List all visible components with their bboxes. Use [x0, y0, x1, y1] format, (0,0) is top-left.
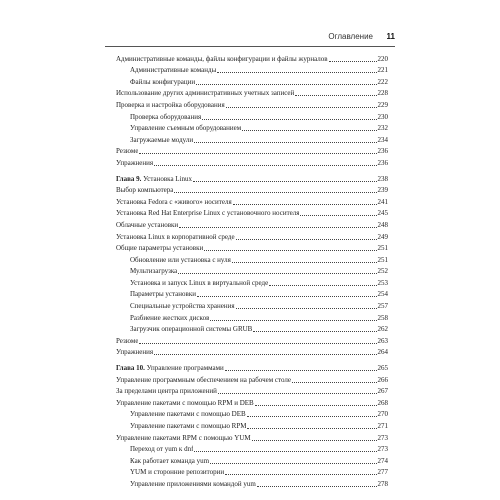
toc-entry-title: Файлы конфигурации: [130, 77, 196, 86]
dot-leader: [253, 331, 376, 332]
toc-entry: [116, 323, 388, 335]
dot-leader: [204, 250, 376, 251]
toc-entry-title: Управление приложениями командой yum: [130, 479, 256, 488]
dot-leader: [139, 343, 376, 344]
toc-entry-title: Резюме: [116, 147, 139, 156]
toc-page-number: 264: [377, 348, 388, 357]
toc-entry-title: Установка и запуск Linux в виртуальной среде: [130, 278, 269, 287]
dot-leader: [139, 153, 376, 154]
toc-entry-title: Проверка оборудования: [130, 112, 202, 121]
toc-entry-title: Облачные установки: [116, 220, 179, 229]
header-rule: [105, 46, 395, 47]
toc-page-number: 274: [377, 456, 388, 465]
dot-leader: [257, 486, 377, 487]
toc-page-number: 249: [377, 232, 388, 241]
dot-leader: [255, 405, 377, 406]
toc-entry: [116, 299, 388, 311]
toc-page-number: 268: [377, 398, 388, 407]
toc-entry-title: Как работает команда yum: [130, 456, 210, 465]
toc-page-number: 221: [377, 66, 388, 75]
toc-entry: [116, 477, 388, 489]
toc-page-number: 271: [377, 422, 388, 430]
toc-entry-title: Резюме: [116, 336, 139, 345]
dot-leader: [329, 61, 377, 62]
dot-leader: [300, 215, 376, 216]
toc-entry: [116, 419, 388, 431]
toc-entry: [116, 230, 388, 242]
toc-entry-title: Упражнения: [116, 158, 154, 167]
dot-leader: [247, 416, 377, 417]
dot-leader: [242, 130, 376, 131]
dot-leader: [210, 463, 376, 464]
toc-entry: [116, 396, 388, 408]
toc-entry-title: Переход от yum к dnf: [130, 445, 194, 454]
toc-page-number: 262: [377, 325, 388, 334]
table-of-contents: [116, 52, 388, 489]
dot-leader: [269, 285, 376, 286]
chapter-number: Глава 10.: [116, 364, 145, 373]
dot-leader: [225, 474, 376, 475]
toc-page-number: 270: [377, 410, 388, 419]
toc-entry: [116, 145, 388, 157]
toc-entry-title: [116, 363, 224, 373]
toc-page-number: 238: [377, 174, 388, 183]
toc-entry-title: Управление пакетами с помощью RPM и DEB: [116, 398, 254, 407]
dot-leader: [174, 192, 376, 193]
toc-entry-title: YUM и сторонние репозитории: [130, 468, 225, 477]
toc-page-number: 229: [377, 100, 388, 109]
toc-entry: [116, 64, 388, 76]
toc-entry: [116, 218, 388, 230]
dot-leader: [217, 72, 376, 73]
toc-entry-title: Общие параметры установки: [116, 244, 204, 253]
toc-page-number: 253: [377, 278, 388, 287]
dot-leader: [295, 95, 376, 96]
dot-leader: [292, 382, 377, 383]
toc-entry-title: Разбиение жестких дисков: [130, 313, 210, 322]
toc-entry-title: Управление пакетами с помощью RPM: [130, 422, 247, 430]
dot-leader: [196, 84, 376, 85]
toc-page-number: 234: [377, 135, 388, 144]
toc-entry-title: Использование других административных учетных записей: [116, 89, 295, 98]
toc-entry: [116, 408, 388, 420]
toc-entry-title: Выбор компьютера: [116, 186, 174, 195]
toc-entry: [116, 184, 388, 196]
toc-page-number: 263: [377, 336, 388, 345]
toc-entry: [116, 385, 388, 397]
toc-entry-title: Загружаемые модули: [130, 135, 194, 144]
header-section-title: Оглавление: [328, 32, 373, 41]
toc-entry-title: За пределами центра приложений: [116, 387, 217, 396]
dot-leader: [179, 227, 376, 228]
chapter-title: Установка Linux: [141, 174, 193, 183]
toc-page-number: 254: [377, 290, 388, 299]
dot-leader: [154, 165, 376, 166]
toc-entry: [116, 122, 388, 134]
toc-entry: [116, 466, 388, 478]
toc-entry-title: Управление съемным оборудованием: [130, 124, 242, 133]
toc-entry-title: Мультизагрузка: [130, 267, 178, 276]
toc-entry: [116, 98, 388, 110]
toc-page-number: 228: [377, 89, 388, 98]
toc-entry-title: Административные команды, файлы конфигурации и файлы журналов: [116, 54, 328, 63]
toc-page-number: 251: [377, 255, 388, 264]
dot-leader: [252, 440, 377, 441]
toc-entry: [116, 253, 388, 265]
toc-entry: [116, 346, 388, 358]
toc-entry: [116, 110, 388, 122]
toc-entry-title: Проверка и настройка оборудования: [116, 100, 225, 109]
toc-page-number: 241: [377, 197, 388, 206]
toc-entry-title: Специальные устройства хранения: [130, 302, 235, 311]
dot-leader: [210, 320, 376, 321]
toc-page-number: 267: [377, 387, 388, 396]
toc-page-number: 273: [377, 445, 388, 454]
toc-entry-title: Упражнения: [116, 348, 154, 357]
toc-entry: [116, 242, 388, 254]
running-header: [105, 32, 395, 44]
toc-entry: [116, 87, 388, 99]
toc-page-number: 236: [377, 158, 388, 167]
toc-entry: [116, 373, 388, 385]
chapter-title: Управление программами: [144, 364, 224, 373]
header-page-number: 11: [386, 32, 395, 41]
toc-entry: [116, 133, 388, 145]
toc-page-number: 266: [377, 375, 388, 384]
dot-leader: [193, 181, 376, 182]
dot-leader: [236, 239, 377, 240]
toc-entry: [116, 207, 388, 219]
toc-page-number: 252: [377, 267, 388, 276]
toc-page-number: 220: [377, 54, 388, 63]
toc-entry: [116, 156, 388, 168]
toc-entry-title: Обновление или установка с нуля: [130, 255, 231, 264]
dot-leader: [194, 451, 376, 452]
toc-page-number: 273: [377, 433, 388, 442]
toc-page-number: 230: [377, 112, 388, 121]
toc-page-number: 248: [377, 220, 388, 229]
toc-entry: [116, 454, 388, 466]
toc-page-number: 278: [377, 479, 388, 488]
dot-leader: [178, 273, 376, 274]
dot-leader: [236, 308, 377, 309]
toc-page-number: 222: [377, 77, 388, 86]
toc-page-number: 277: [377, 468, 388, 477]
toc-entry-title: Установка Fedora с «живого» носителя: [116, 197, 232, 206]
toc-entry: [116, 334, 388, 346]
toc-entry-title: Административные команды: [130, 66, 217, 75]
dot-leader: [154, 354, 376, 355]
toc-entry: [116, 288, 388, 300]
chapter-number: Глава 9.: [116, 174, 142, 183]
dot-leader: [197, 296, 377, 297]
toc-entry: [116, 431, 388, 443]
toc-entry: [116, 195, 388, 207]
toc-page-number: 236: [377, 147, 388, 156]
toc-entry-title: Установка Red Hat Enterprise Linux с установочного носителя: [116, 209, 300, 218]
toc-entry: [116, 276, 388, 288]
dot-leader: [232, 262, 377, 263]
toc-page-number: 251: [377, 244, 388, 253]
toc-page-number: 265: [377, 364, 388, 373]
toc-page-number: 239: [377, 186, 388, 195]
dot-leader: [218, 393, 377, 394]
dot-leader: [202, 119, 376, 120]
toc-entry-title: Параметры установки: [130, 290, 196, 299]
dot-leader: [233, 204, 377, 205]
dot-leader: [226, 107, 377, 108]
toc-chapter-entry: [116, 172, 388, 184]
toc-entry-title: Управление программным обеспечением на рабочем столе: [116, 375, 291, 384]
toc-entry-title: Управление пакетами RPM с помощью YUM: [116, 433, 251, 442]
toc-page-number: 232: [377, 124, 388, 133]
toc-page-number: 257: [377, 302, 388, 311]
toc-entry: [116, 52, 388, 64]
toc-entry: [116, 443, 388, 455]
dot-leader: [225, 370, 377, 371]
dot-leader: [247, 428, 376, 429]
toc-entry-title: Загрузчик операционной системы GRUB: [130, 325, 253, 334]
dot-leader: [194, 142, 376, 143]
toc-entry-title: Установка Linux в корпоративной среде: [116, 232, 235, 241]
toc-entry: [116, 75, 388, 87]
toc-entry: [116, 265, 388, 277]
toc-page-number: 258: [377, 313, 388, 322]
toc-entry: [116, 311, 388, 323]
toc-chapter-entry: [116, 361, 388, 373]
toc-entry-title: [116, 174, 192, 184]
toc-entry-title: Управление пакетами с помощью DEB: [130, 410, 246, 419]
toc-page-number: 245: [377, 209, 388, 218]
